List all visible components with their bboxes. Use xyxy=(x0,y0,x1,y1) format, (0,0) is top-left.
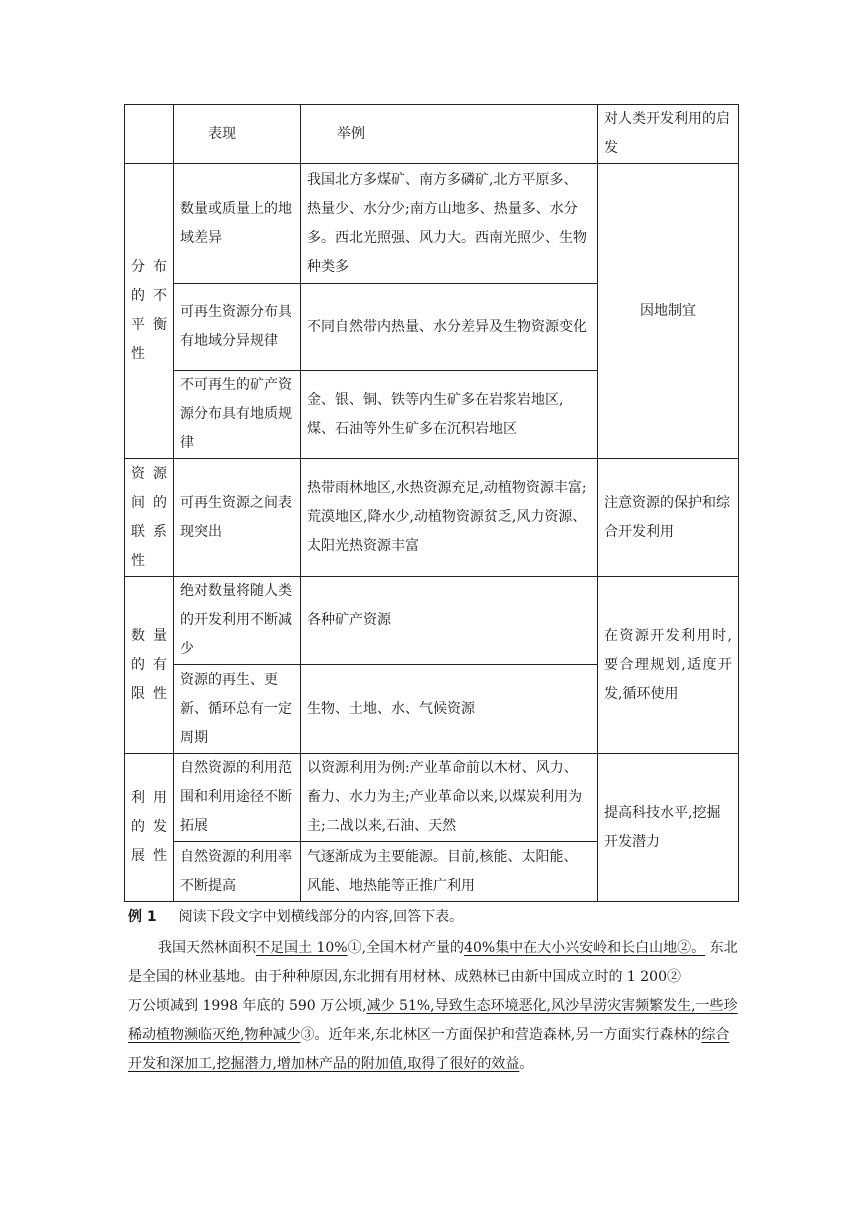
example-cell: 气逐渐成为主要能源。目前,核能、太阳能、风能、地热能等正推广利用 xyxy=(301,842,598,902)
table-row xyxy=(125,754,739,842)
performance-cell: 可再生资源之间表现突出 xyxy=(174,459,301,577)
header-cell-performance: 表现 xyxy=(174,105,301,164)
header-cell-implication: 对人类开发利用的启发 xyxy=(598,105,739,164)
table-header-row xyxy=(125,105,739,164)
example-cell: 各种矿产资源 xyxy=(301,577,598,665)
category-cell: 资源间的联系性 xyxy=(125,459,174,577)
text-segment: ③。近年来,东北林区一方面保护和营造森林,另一方面实行森林的 xyxy=(300,1027,702,1043)
underlined-segment: 不足国土 10% xyxy=(256,940,348,956)
category-cell: 数量的有限性 xyxy=(125,577,174,754)
table-row xyxy=(125,164,739,284)
text-segment: 我国天然林面积 xyxy=(158,940,256,956)
performance-cell: 不可再生的矿产资源分布具有地质规律 xyxy=(174,371,301,459)
example-cell: 生物、土地、水、气候资源 xyxy=(301,665,598,754)
example-cell: 金、银、铜、铁等内生矿多在岩浆岩地区,煤、石油等外生矿多在沉积岩地区 xyxy=(301,371,598,459)
example-label: 例 1 xyxy=(128,909,157,925)
example-paragraph xyxy=(128,934,738,1079)
performance-cell: 资源的再生、更新、循环总有一定周期 xyxy=(174,665,301,754)
example-cell: 热带雨林地区,水热资源充足,动植物资源丰富;荒漠地区,降水少,动植物资源贫乏,风力资源、太阳光热资源丰富 xyxy=(301,459,598,577)
implication-cell: 因地制宜 xyxy=(598,164,739,459)
performance-cell: 自然资源的利用率不断提高 xyxy=(174,842,301,902)
implication-cell: 注意资源的保护和综合开发利用 xyxy=(598,459,739,577)
implication-cell: 在资源开发利用时,要合理规划,适度开发,循环使用 xyxy=(598,577,739,754)
underlined-segment: 减少 51%,导致生态环境恶化,风沙旱涝灾害频繁发生,一些珍稀动植物濒临灭绝,物种减少 xyxy=(128,998,738,1043)
text-segment: ①,全国木材产量的 xyxy=(347,940,465,956)
text-segment: 万公顷减到 1998 年底的 590 万公顷, xyxy=(128,998,367,1014)
paragraph-text xyxy=(128,992,738,1079)
underlined-segment: 40%集中在大小兴安岭和长白山地②。 xyxy=(464,940,706,956)
performance-cell: 可再生资源分布具有地域分异规律 xyxy=(174,284,301,371)
underlined-segment: 综合开发和深加工,挖掘潜力,增加林产品的附加值,取得了很好的效益 xyxy=(128,1027,730,1072)
example-heading xyxy=(128,906,738,926)
text-segment: 。 xyxy=(519,1056,534,1072)
example-cell: 我国北方多煤矿、南方多磷矿,北方平原多、热量少、水分少;南方山地多、热量多、水分多。西北光照强、风力大。西南光照少、生物种类多 xyxy=(301,164,598,284)
performance-cell: 自然资源的利用范围和利用途径不断拓展 xyxy=(174,754,301,842)
implication-cell: 提高科技水平,挖掘开发潜力 xyxy=(598,754,739,902)
example-cell: 以资源利用为例:产业革命前以木材、风力、畜力、水力为主;产业革命以来,以煤炭利用为主;二战以来,石油、天然 xyxy=(301,754,598,842)
performance-cell: 数量或质量上的地域差异 xyxy=(174,164,301,284)
header-cell-example: 举例 xyxy=(301,105,598,164)
table-row xyxy=(125,459,739,577)
text-segment: 东北是全国的林业基地。由于种种原因,东北拥有用材林、成熟林已由新中国成立时的 1 200② xyxy=(128,940,738,985)
table-row xyxy=(125,577,739,665)
category-cell: 利用的发展性 xyxy=(125,754,174,902)
paragraph-text xyxy=(128,934,738,992)
resource-characteristics-table xyxy=(124,104,739,902)
performance-cell: 绝对数量将随人类的开发利用不断减少 xyxy=(174,577,301,665)
example-cell: 不同自然带内热量、水分差异及生物资源变化 xyxy=(301,284,598,371)
category-cell: 分布的不平衡性 xyxy=(125,164,174,459)
example-instruction: 阅读下段文字中划横线部分的内容,回答下表。 xyxy=(178,909,464,925)
header-cell-category xyxy=(125,105,174,164)
